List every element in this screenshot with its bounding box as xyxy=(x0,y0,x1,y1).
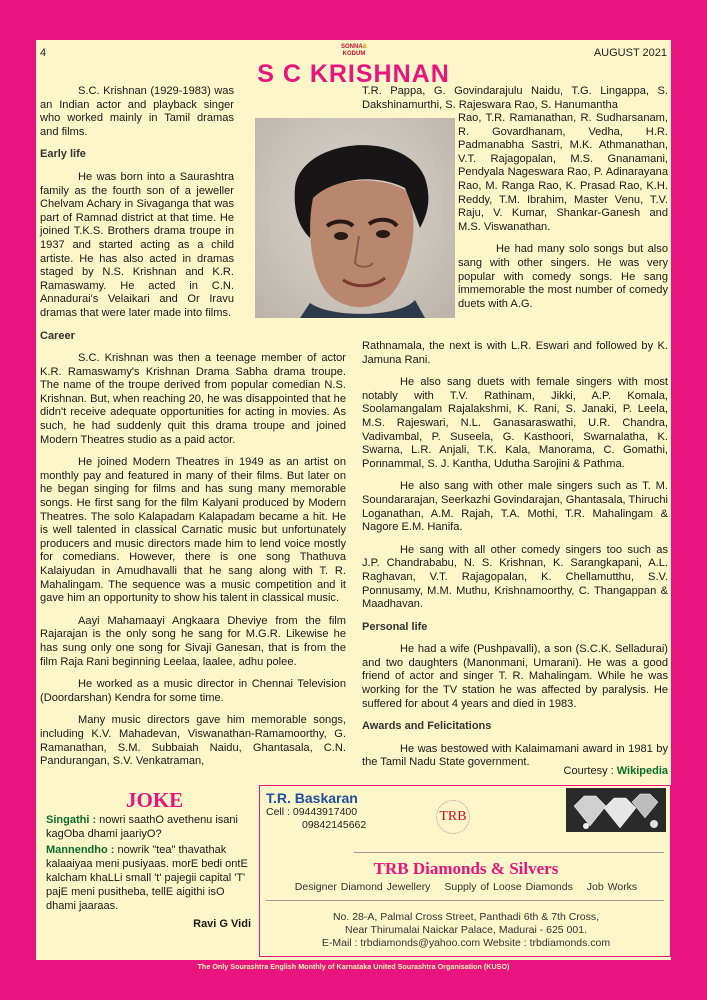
trb-advertisement xyxy=(259,785,671,957)
ad-cell-label: Cell : xyxy=(266,806,290,818)
left-paragraph: He joined Modern Theatres in 1949 as an artist on monthly pay and featured in many of their films. But later on he began singing for films and has sung many memorable songs. He first sang for the film Kalyani produced by Modern Theatres. The solo Kalapadam Kalapadam became a hit. He is well talented in classical Carnatic music but unfortunately producers and music directors made him to lend voice mostly for comedians. However, there is one song Thathuva Kalaiyudan in Amudhavalli that he sang along with T. R. Mahalingam. The sequence was a music competition and it gave him an opportunity to show his talent in classical music. xyxy=(40,456,346,605)
logo-line2: KODUM xyxy=(342,51,366,57)
joke-speaker-1: Singathi : xyxy=(46,814,97,826)
magazine-logo xyxy=(332,44,376,58)
right-paragraph: He also sang duets with female singers with most notably with T.V. Rathinam, Jikki, A.P. Komala, Soolamangalam Rajalakshmi, K. Rani, S. Janaki, P. Leela, M.S. Rajeswari, N.L. Ganasaraswathi, U.R. Chandra, Vadivambal, P. Suseela, G. Kasthoori, Swarnalatha, K. Swarna, L.R. Anjali, T.K. Kala, Manorama, C. Gomathi, Ponnammal, S. J. Kantha, Udutha Sarojini & Pathma. xyxy=(362,376,668,470)
left-paragraph: S.C. Krishnan (1929-1983) was an Indian actor and playback singer who worked mainly in Tamil dramas and films. xyxy=(40,85,234,138)
right-paragraph: He also sang with other male singers such as T. M. Soundararajan, Seerkazhi Govindarajan, Ghantasala, Thiruchi Loganathan, A.M. Rajah, T.A. Mothi, T.R. Mahalingam & Nagore E.M. Hanifa. xyxy=(362,480,668,534)
ad-address xyxy=(260,911,672,950)
joke-box xyxy=(36,785,259,957)
ad-phone-1: 09443917400 xyxy=(292,806,358,818)
page-number: 4 xyxy=(40,47,47,59)
ad-service-1: Designer Diamond Jewellery xyxy=(294,881,431,893)
left-paragraph: Aayi Mahamaayi Angkaara Dheviye from the film Rajarajan is the only song he sang for M.G.R. Likewise he has sung only one song for Sivaji Ganesan, that is from the film Raja Rani beginning Leelaa, laalee, adhu polee. xyxy=(40,614,346,668)
ad-divider-top xyxy=(354,852,664,853)
article-title: S C KRISHNAN xyxy=(257,60,450,88)
right-paragraph: He sang with all other comedy singers too such as J.P. Chandrababu, N. S. Krishnan, K. Sarangkapani, A.L. Raghavan, V.T. Rajagopalan, K. Chellamutthu, S.V. Ponnusamy, M.M. Muthu, Krishnamoorthy, C. Thangappan & Maadhavan. xyxy=(362,543,668,611)
joke-line-1 xyxy=(46,813,251,841)
courtesy-label: Courtesy : xyxy=(563,765,614,777)
right-narrow-text-2: He had many solo songs but also sang with other singers. He was very popular with comedy songs. He sang immemorable the most number of comedy duets with A.G. xyxy=(458,243,668,310)
right-column xyxy=(362,340,668,779)
logo-line1: SONNA& xyxy=(340,44,367,50)
diamonds-photo xyxy=(566,788,666,832)
portrait-illustration xyxy=(255,118,455,318)
right-column-narrow xyxy=(458,112,668,311)
joke-author: Ravi G Vidi xyxy=(193,918,251,930)
left-paragraph: Many music directors gave him memorable songs, including K.V. Mahadevan, Viswanathan-Ramamoorthy, G. Ramanathan, S.M. Subbaiah Naidu, Ghantasala, C.N. Pandurangan, S.V. Venkatraman, xyxy=(40,714,346,768)
left-heading: Career xyxy=(40,329,75,342)
ad-phone-2: 09842145662 xyxy=(302,819,367,831)
right-paragraph: Rathnamala, the next is with L.R. Eswari and followed by K. Jamuna Rani. xyxy=(362,340,668,366)
left-paragraph: He was born into a Saurashtra family as the fourth son of a jeweller Chelvam Achary in Sivaganga that was part of Ramnad district at that time. He joined T.K.S. Brothers drama troupe in 1937 and started acting as a child artiste. He has also acted in dramas staged by N.S. Krishnan and K.R. Ramaswamy. He acted in C.N. Annadurai's Velaikari and Or Iravu dramas that were later made into films. xyxy=(40,170,234,319)
courtesy-source: Wikipedia xyxy=(616,765,668,777)
ad-address-1: No. 28-A, Palmal Cross Street, Panthadi 6th & 7th Cross, xyxy=(332,911,600,923)
joke-line-2 xyxy=(46,843,251,913)
ad-firm-name: TRB Diamonds & Silvers xyxy=(373,859,559,878)
right-heading: Personal life xyxy=(362,620,428,633)
left-heading: Early life xyxy=(40,148,86,161)
ad-phones xyxy=(266,806,366,832)
right-paragraph: He had a wife (Pushpavalli), a son (S.C.K. Selladurai) and two daughters (Manonmani, Umarani). He was a good friend of actor and singer T. R. Mahalingam. While he was working for the TV station he was affected by paralysis. He suffered for about 4 years and died in 1983. xyxy=(362,643,668,710)
joke-dialogue-1: nowri saathO avethenu isani kagOba dhami jaariyO? xyxy=(46,814,238,840)
right-column-top xyxy=(362,85,668,112)
joke-speaker-2: Mannendho : xyxy=(46,844,115,856)
issue-date: AUGUST 2021 xyxy=(593,47,667,59)
joke-dialogue-2: nowrik "tea" thavathak kalaaiyaa meni pusiyaas. morE bedi ontE kalcham khaLLi small 't' pajegii capital 'T' pajE meni pusitheba, tellE aigithi isO dhami jaaraas. xyxy=(46,844,248,912)
diamond-icons xyxy=(566,788,666,832)
ad-contact-name: T.R. Baskaran xyxy=(266,790,358,806)
joke-title: JOKE xyxy=(126,788,184,812)
ad-service-2: Supply of Loose Diamonds xyxy=(444,881,573,893)
page-footer: The Only Sourashtra English Monthly of Karnataka United Sourashtra Organisation (KUSO) xyxy=(197,962,510,971)
right-paragraph: He was bestowed with Kalaimamani award in 1981 by the Tamil Nadu State government. xyxy=(362,742,668,769)
courtesy xyxy=(362,765,668,779)
portrait-photo xyxy=(255,118,455,318)
right-top-text: T.R. Pappa, G. Govindarajulu Naidu, T.G. Lingappa, S. Dakshinamurthi, S. Rajeswara Rao, S. Hanumantha xyxy=(362,85,668,111)
trb-monogram-logo: TRB xyxy=(436,800,470,834)
joke-text xyxy=(46,813,251,931)
left-paragraph: He worked as a music director in Chennai Television (Doordarshan) Kendra for some time. xyxy=(40,678,346,704)
ad-email-website: E-Mail : trbdiamonds@yahoo.com Website : trbdiamonds.com xyxy=(321,937,611,949)
logo-amp: & xyxy=(362,44,367,50)
right-narrow-text: Rao, T.R. Ramanathan, R. Sudharsanam, R. Govardhanam, Vedha, H.R. Padmanabha Sastri, M.K. Athmanathan, V.T. Rajagopalan, M.S. Gnanamani, Pendyala Nageswara Rao, P. Adinarayana Rao, M. Ranga Rao, K. Prasad Rao, K.H. Reddy, T.M. Ibrahim, Master Venu, T.V. Raju, V. Kumar, Shankar-Ganesh and M.S. Viswanathan. xyxy=(458,112,668,233)
left-paragraph: S.C. Krishnan was then a teenage member of actor K.R. Ramaswamy's Krishnan Drama Sabha drama troupe. The name of the troupe derived from popular comedian N.S. Krishnan. But, when reaching 20, he was disappointed that he didn't receive adequate opportunities for acting in movies. As such, he had suddenly quit this drama troupe and joined Modern Theatres studio as a paid actor. xyxy=(40,352,346,446)
right-heading: Awards and Felicitations xyxy=(362,720,492,733)
ad-services xyxy=(260,881,672,893)
ad-divider-bottom xyxy=(266,900,664,901)
magazine-page xyxy=(36,40,671,960)
ad-service-3: Job Works xyxy=(586,881,638,893)
courtesy-line xyxy=(362,765,668,779)
ad-address-2: Near Thirumalai Naickar Palace, Madurai - 625 001. xyxy=(344,924,587,936)
